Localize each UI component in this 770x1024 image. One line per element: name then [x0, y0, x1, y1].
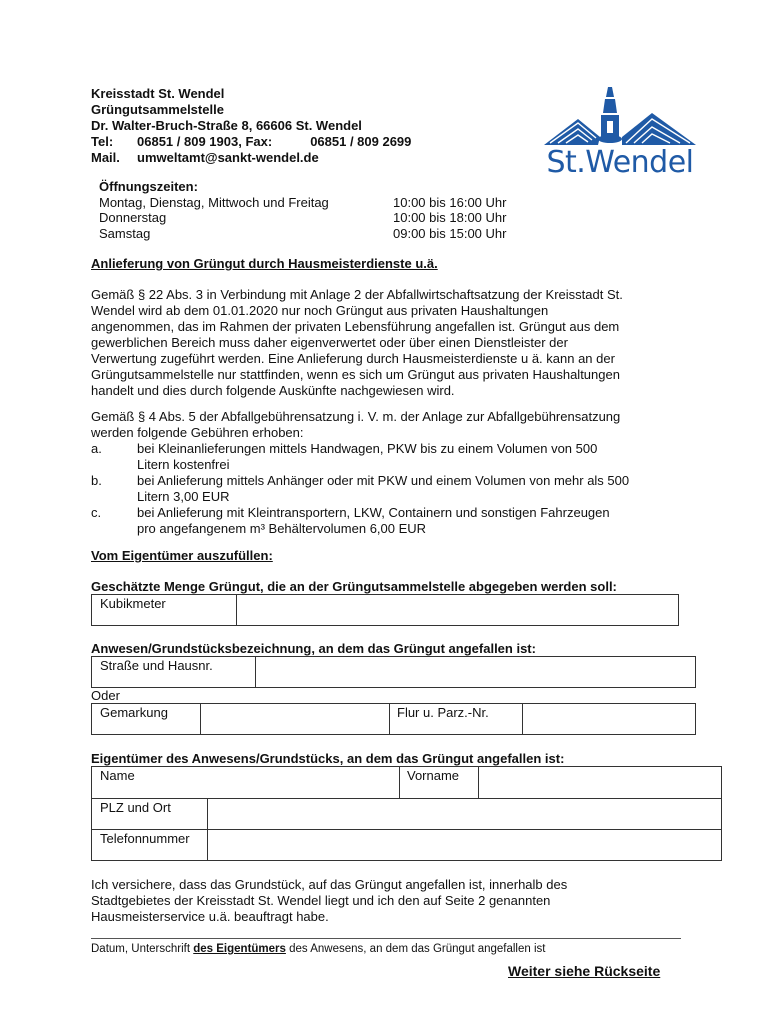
hours-row — [99, 195, 529, 211]
gemarkung-table — [91, 703, 696, 735]
vorname-label: Vorname — [407, 768, 460, 783]
sender-phone-row — [91, 134, 411, 150]
fax-label: Fax: — [245, 134, 273, 149]
logo-text: St.Wendel — [546, 145, 694, 180]
paragraph-line: Grüngutsammelstelle nur stattfinden, wenn es sich um Grüngut aus privaten Haushaltungen — [91, 367, 620, 382]
signature-prefix: Datum, Unterschrift — [91, 943, 194, 955]
property-title: Anwesen/Grundstücksbezeichnung, an dem das Grüngut angefallen ist: — [91, 641, 536, 656]
name-field[interactable] — [207, 767, 397, 798]
plz-label: PLZ und Ort — [100, 800, 171, 815]
amount-table — [91, 594, 679, 626]
declaration-line: Ich versichere, dass das Grundstück, auf das Grüngut angefallen ist, innerhalb des — [91, 877, 568, 892]
hours-days: Samstag — [99, 225, 151, 241]
sender-mail-row — [91, 150, 411, 166]
fee-marker: a. — [91, 441, 102, 456]
hours-days: Donnerstag — [99, 210, 167, 225]
mail-value: umweltamt@sankt-wendel.de — [137, 150, 319, 165]
sender-org: Kreisstadt St. Wendel — [91, 86, 225, 101]
signature-line[interactable] — [91, 938, 681, 939]
gemarkung-field[interactable] — [201, 704, 389, 734]
kubikmeter-label: Kubikmeter — [100, 596, 166, 611]
paragraph-line: Wendel wird ab dem 01.01.2020 nur noch Grüngut aus privaten Haushaltungen — [91, 303, 549, 318]
fee-marker: c. — [91, 505, 102, 520]
sender-address: Dr. Walter-Bruch-Straße 8, 66606 St. Wendel — [91, 118, 362, 133]
vorname-field[interactable] — [479, 767, 721, 798]
sender-block — [91, 86, 411, 166]
ownerdata-title: Eigentümer des Anwesens/Grundstücks, an dem das Grüngut angefallen ist: — [91, 751, 565, 766]
heading-owner: Vom Eigentümer auszufüllen: — [91, 548, 273, 563]
paragraph-line: angenommen, das im Rahmen der privaten Lebensführung angefallen ist. Grüngut aus dem — [91, 319, 620, 334]
fee-line: pro angefangenem m³ Behältervolumen 6,00 EUR — [137, 521, 427, 536]
regulation-paragraph — [91, 287, 691, 399]
tel-value: 06851 / 809 1903, — [137, 134, 242, 149]
see-back-note: Weiter siehe Rückseite — [508, 963, 661, 979]
fee-line: Litern 3,00 EUR — [137, 489, 230, 504]
fee-marker: b. — [91, 473, 102, 488]
paragraph-line: Gemäß § 22 Abs. 3 in Verbindung mit Anlage 2 der Abfallwirtschaftsatzung der Kreisstadt St. — [91, 287, 623, 302]
gemarkung-label: Gemarkung — [100, 705, 168, 720]
paragraph-line: Verwertung zugeführt werden. Eine Anlieferung durch Hausmeisterdienste u ä. kann an der — [91, 351, 615, 366]
fee-item — [91, 441, 691, 473]
fee-line: Litern kostenfrei — [137, 457, 230, 472]
declaration-line: Hausmeisterservice u.ä. beauftragt habe. — [91, 909, 329, 924]
sender-dept: Grüngutsammelstelle — [91, 102, 224, 117]
hours-time: 10:00 bis 16:00 Uhr — [393, 194, 507, 210]
street-label: Straße und Hausnr. — [100, 658, 213, 673]
or-label: Oder — [91, 688, 120, 703]
fee-line: bei Anlieferung mit Kleintransportern, LKW, Containern und sonstigen Fahrzeugen — [137, 505, 610, 520]
paragraph-line: gewerblichen Bereich muss daher eigenverwertet oder über einen Dienstleister der — [91, 335, 568, 350]
fees-paragraph — [91, 409, 691, 537]
plz-field[interactable] — [208, 799, 721, 829]
paragraph-line: Gemäß § 4 Abs. 5 der Abfallgebührensatzung i. V. m. der Anlage zur Abfallgebührensatzung — [91, 409, 621, 424]
hours-time: 09:00 bis 15:00 Uhr — [393, 225, 507, 241]
paragraph-line: handelt und dies durch folgende Auskünfte nachgewiesen wird. — [91, 383, 455, 398]
kubikmeter-field[interactable] — [237, 595, 678, 625]
heading-delivery: Anlieferung von Grüngut durch Hausmeisterdienste u.ä. — [91, 256, 438, 271]
declaration-line: Stadtgebietes der Kreisstadt St. Wendel liegt und ich den auf Seite 2 genannten — [91, 893, 551, 908]
declaration — [91, 877, 691, 925]
paragraph-line: werden folgende Gebühren erhoben: — [91, 425, 304, 440]
amount-title: Geschätzte Menge Grüngut, die an der Grüngutsammelstelle abgegeben werden soll: — [91, 579, 617, 594]
mail-label: Mail. — [91, 150, 120, 165]
hours-time: 10:00 bis 18:00 Uhr — [393, 210, 507, 225]
fee-line: bei Kleinanlieferungen mittels Handwagen, PKW bis zu einem Volumen von 500 — [137, 441, 598, 456]
name-label: Name — [100, 768, 135, 783]
phone-field[interactable] — [208, 830, 721, 860]
owner-table — [91, 766, 722, 861]
signature-suffix: des Anwesens, an dem das Grüngut angefallen ist — [285, 943, 546, 955]
signature-emph: des Eigentümers — [193, 943, 286, 955]
flur-field[interactable] — [523, 704, 695, 734]
hours-days: Montag, Dienstag, Mittwoch und Freitag — [99, 194, 329, 210]
street-field[interactable] — [256, 657, 695, 687]
fee-item — [91, 505, 691, 537]
tel-label: Tel: — [91, 134, 114, 149]
signature-caption — [91, 942, 545, 956]
hours-row — [99, 226, 529, 242]
opening-hours — [99, 179, 529, 241]
hours-title: Öffnungszeiten: — [99, 179, 198, 194]
phone-label: Telefonnummer — [100, 831, 190, 846]
st-wendel-logo — [544, 83, 696, 183]
flur-label: Flur u. Parz.-Nr. — [397, 705, 489, 720]
hours-row — [99, 210, 529, 226]
street-table — [91, 656, 696, 688]
fee-item — [91, 473, 691, 505]
fax-value: 06851 / 809 2699 — [310, 134, 412, 149]
fee-line: bei Anlieferung mittels Anhänger oder mit PKW und einem Volumen von mehr als 500 — [137, 473, 630, 488]
